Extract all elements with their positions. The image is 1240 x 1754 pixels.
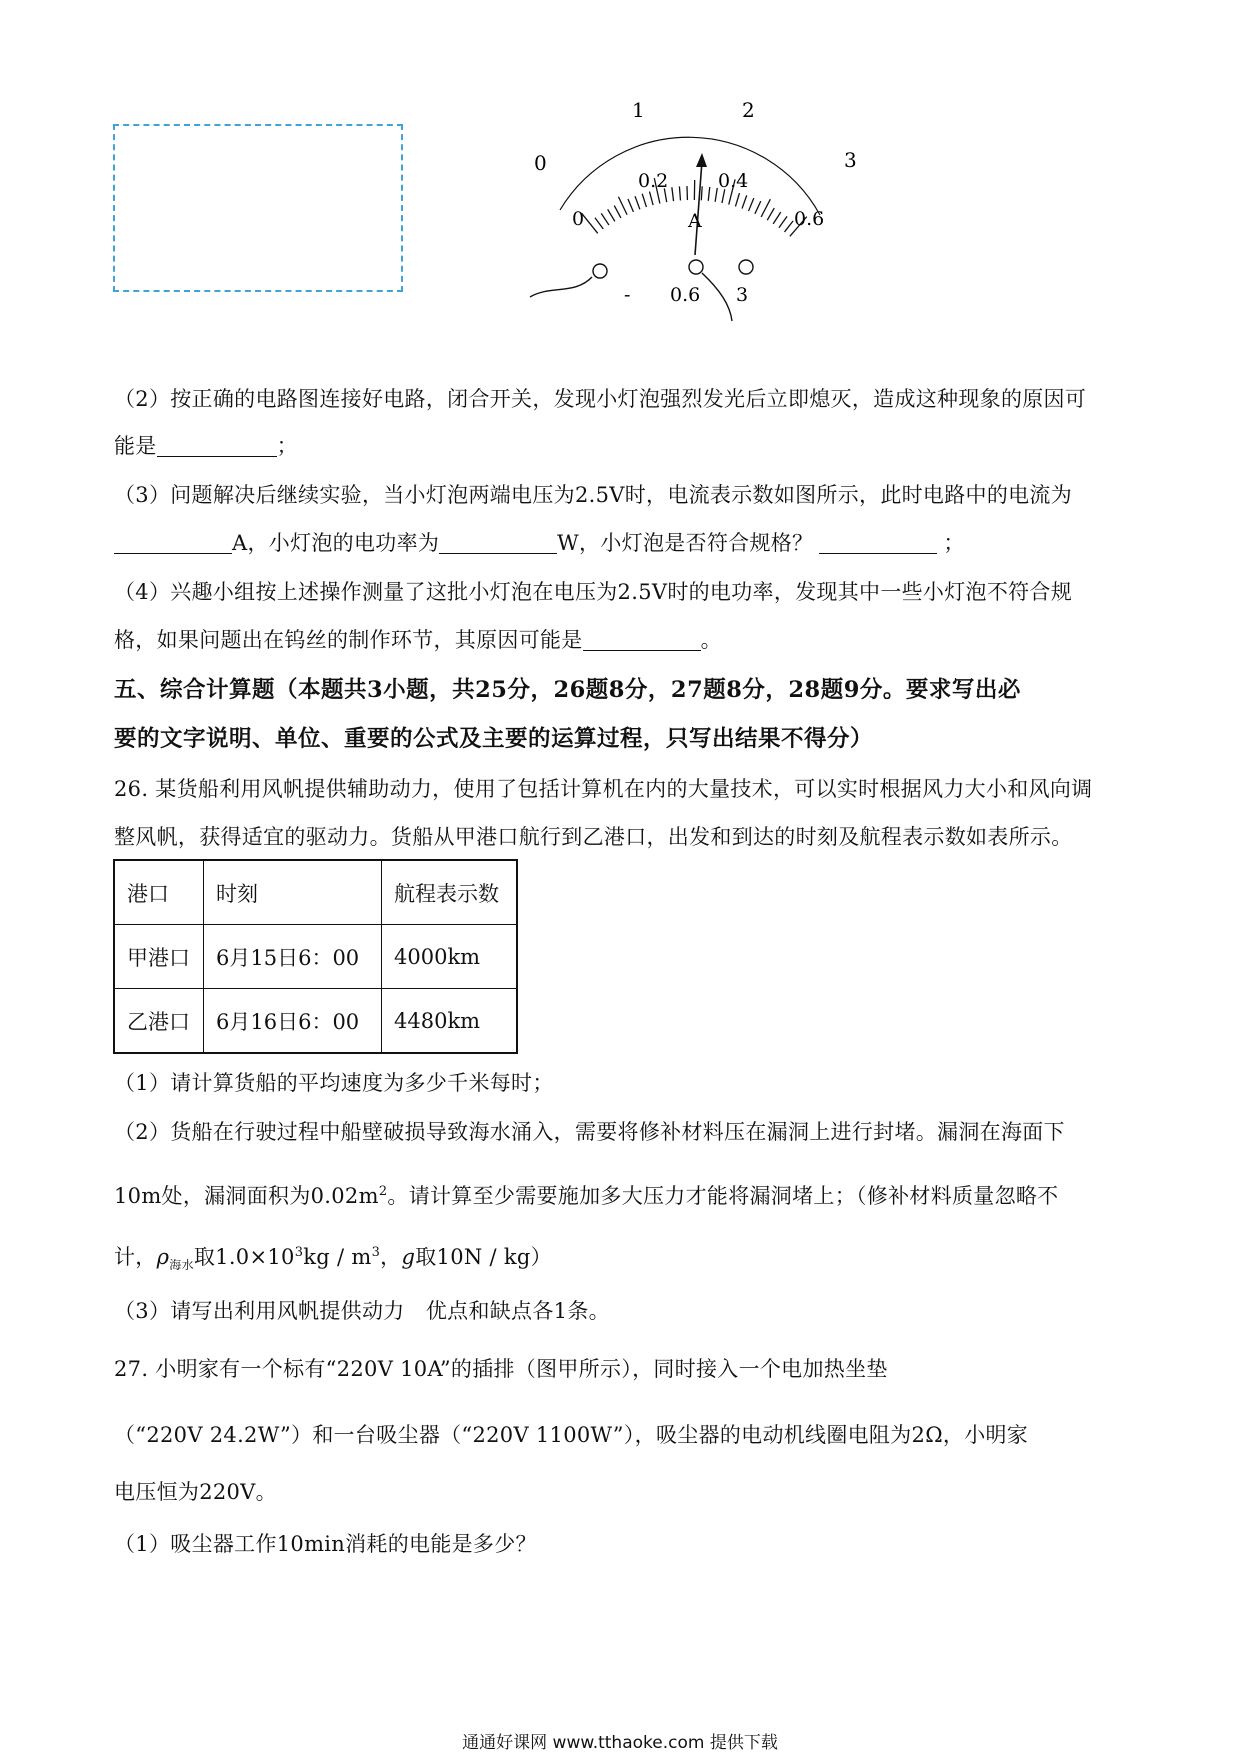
dial-tick: [649, 192, 653, 206]
dial-tick: [784, 221, 793, 232]
q25-p3-line2: [114, 529, 965, 557]
dial-tick: [761, 199, 770, 217]
dial-tick: [708, 187, 710, 201]
answer-blank-5[interactable]: [583, 628, 701, 651]
q26-p2-sup: 2: [378, 1184, 388, 1199]
ammeter-diagram: [520, 95, 880, 325]
g-symbol: g: [401, 1245, 416, 1269]
dial-tick: [601, 213, 609, 225]
scale-bottom-3: 0.6: [794, 208, 825, 230]
q25-p2-suffix: ；: [276, 434, 298, 458]
dial-tick: [735, 193, 739, 206]
q25-p2-line1: （2）按正确的电路图连接好电路，闭合开关，发现小灯泡强烈发光后立即熄灭，造成这种现象的原因可: [114, 387, 1087, 411]
dial-tick: [767, 208, 774, 220]
q26-p2-line3-d: ，: [380, 1245, 402, 1269]
q26-intro-line2: 整风帆，获得适宜的驱动力。货船从甲港口航行到乙港口，出发和到达的时刻及航程表示数如表所示。: [114, 825, 1073, 849]
table-row: [114, 925, 517, 989]
q26-p2-line2-b: 。请计算至少需要施加多大压力才能将漏洞堵上；（修补材料质量忽略不: [387, 1184, 1059, 1208]
table-header-cell: 航程表示数: [382, 860, 518, 925]
q26-p2-line3: [114, 1239, 552, 1279]
table-cell: 甲港口: [114, 925, 204, 989]
q27-line2: （“220V 24.2W”）和一台吸尘器（“220V 1100W”），吸尘器的电动机线圈电阻为2Ω，小明家: [114, 1423, 1029, 1447]
dial-tick: [755, 201, 761, 214]
table-row: [114, 989, 517, 1054]
q27-p1: （1）吸尘器工作10min消耗的电能是多少？: [114, 1532, 537, 1556]
dial-tick: [701, 186, 702, 200]
section5-heading-line1: 五、综合计算题（本题共3小题，共25分，26题8分，27题8分，28题9分。要求写出必: [114, 677, 1021, 703]
dial-tick: [749, 198, 754, 211]
answer-blank-1[interactable]: [157, 434, 277, 457]
dial-tick: [715, 188, 717, 202]
q26-p2-line2-a: 10m处，漏洞面积为0.02m: [114, 1184, 379, 1208]
q26-p2-line2: [114, 1178, 1059, 1210]
q25-p4-suffix: 。: [700, 628, 722, 652]
table-cell: 乙港口: [114, 989, 204, 1054]
answer-blank-3[interactable]: [439, 531, 557, 554]
answer-box: [113, 124, 403, 292]
table-cell: 6月16日6：00: [204, 989, 382, 1054]
rho-symbol: ρ: [156, 1245, 170, 1269]
q25-p2-prefix: 能是: [114, 434, 157, 458]
q26-p2-line3-a: 计，: [114, 1245, 157, 1269]
q27-line3: 电压恒为220V。: [114, 1480, 277, 1504]
q25-p3-a: A，小灯泡的电功率为: [232, 531, 440, 555]
q26-intro-line1: 26. 某货船利用风帆提供辅助动力，使用了包括计算机在内的大量技术，可以实时根据风力大小和风向调: [114, 777, 1093, 801]
scale-bottom-2: 0.4: [718, 170, 749, 192]
table-header-row: [114, 860, 517, 925]
q25-p2-line2: [114, 432, 298, 460]
q26-p2-line3-e: 取10N / kg）: [415, 1245, 552, 1269]
q25-p4-line2: [114, 626, 722, 654]
scale-bottom-1: 0.2: [638, 170, 669, 192]
dial-tick: [608, 209, 615, 221]
scale-top-0: 0: [534, 151, 547, 175]
q25-p3-line1: （3）问题解决后继续实验，当小灯泡两端电压为2.5V时，电流表示数如图所示，此时电路中的电流为: [114, 483, 1073, 507]
dial-tick: [635, 196, 640, 209]
dial-tick: [614, 206, 621, 218]
table-cell: 6月15日6：00: [204, 925, 382, 989]
q26-p2-line3-sup2: 3: [371, 1245, 381, 1260]
table-cell: 4000km: [382, 925, 518, 989]
q26-p2-line3-c: kg / m: [303, 1245, 372, 1269]
dial-tick: [742, 195, 747, 208]
scale-bottom-0: 0: [572, 208, 585, 230]
q27-line1: 27. 小明家有一个标有“220V 10A”的插排（图甲所示），同时接入一个电加热坐垫: [114, 1357, 888, 1381]
dial-tick: [628, 199, 633, 212]
dial-tick: [679, 186, 680, 200]
q25-p3-b: W，小灯泡是否符合规格？: [557, 531, 814, 555]
page-footer: 通通好课网 www.tthaoke.com 提供下载: [462, 1733, 778, 1753]
scale-top-2: 2: [742, 98, 755, 122]
q25-p4-line1: （4）兴趣小组按上述操作测量了这批小灯泡在电压为2.5V时的电功率，发现其中一些小灯泡不符合规: [114, 580, 1073, 604]
q26-p1: （1）请计算货船的平均速度为多少千米每时；: [114, 1071, 554, 1095]
table-cell: 4480km: [382, 989, 518, 1054]
scale-top-1: 1: [632, 98, 645, 122]
rho-subscript: 海水: [169, 1258, 194, 1273]
dial-tick: [773, 212, 781, 224]
section5-heading-line2: 要的文字说明、单位、重要的公式及主要的运算过程，只写出结果不得分）: [114, 726, 874, 752]
dial-tick: [642, 194, 646, 207]
q25-p4-prefix: 格，如果问题出在钨丝的制作环节，其原因可能是: [114, 628, 583, 652]
table-header-cell: 时刻: [204, 860, 382, 925]
table-header-cell: 港口: [114, 860, 204, 925]
q26-p2-line3-b: 取1.0×10: [193, 1245, 295, 1269]
unit-label: A: [688, 210, 702, 232]
answer-blank-4[interactable]: [819, 531, 937, 554]
voyage-table: [113, 859, 518, 1054]
q26-p2-line1: （2）货船在行驶过程中船壁破损导致海水涌入，需要将修补材料压在漏洞上进行封堵。漏洞在海面下: [114, 1120, 1065, 1144]
dial-tick: [618, 197, 627, 215]
dial-tick: [595, 218, 603, 229]
q26-p2-line3-sup: 3: [294, 1245, 304, 1260]
dial-tick: [672, 187, 674, 201]
q25-p3-c: ；: [943, 531, 965, 555]
terminal-3: 3: [736, 284, 749, 306]
dial-tick: [779, 216, 787, 227]
answer-blank-2[interactable]: [114, 531, 232, 554]
terminal-neg: -: [624, 284, 631, 306]
scale-top-3: 3: [844, 148, 857, 172]
q26-p3: （3）请写出利用风帆提供动力 优点和缺点各1条。: [114, 1299, 610, 1323]
terminal-06: 0.6: [670, 284, 701, 306]
